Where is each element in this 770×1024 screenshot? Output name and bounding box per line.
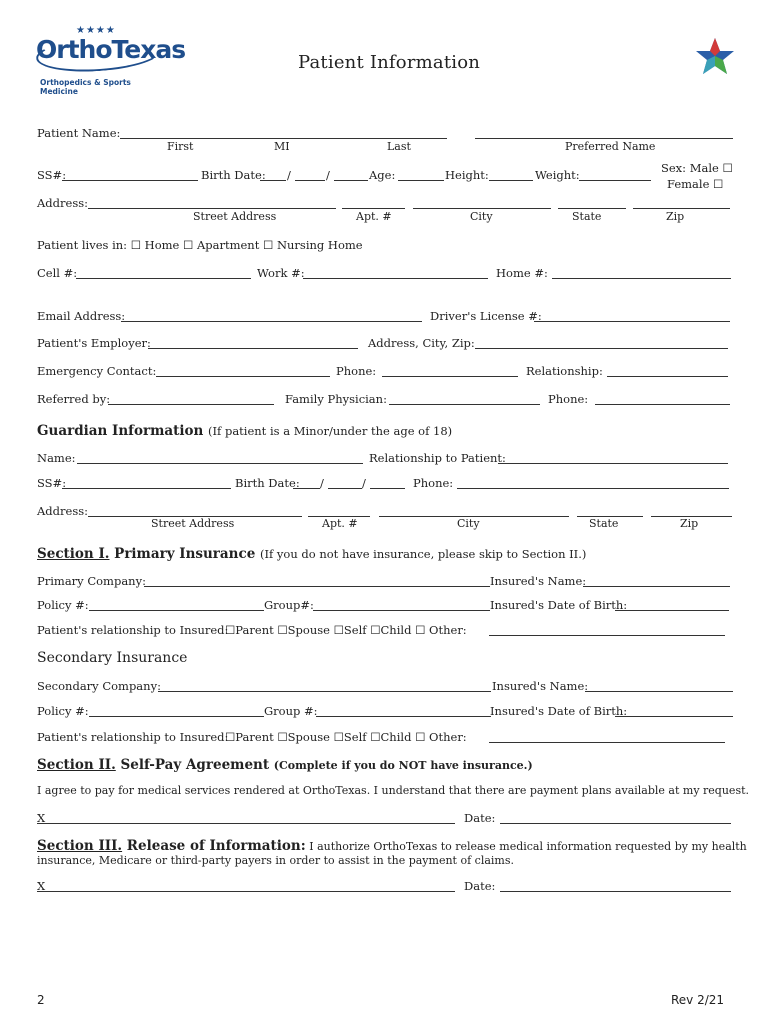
birth-day-line[interactable]	[295, 180, 325, 181]
secondary-relationship-label: Patient's relationship to Insured:	[37, 730, 229, 744]
guardian-phone-line[interactable]	[457, 488, 729, 489]
logo-subtitle: Orthopedics & Sports Medicine	[40, 78, 131, 96]
release-signature-line[interactable]	[37, 891, 455, 892]
address-label: Address:	[37, 196, 89, 210]
slash-1: /	[287, 168, 291, 182]
primary-insured-name-line[interactable]	[583, 586, 730, 587]
section1-note: (If you do not have insurance, please skip to Section II.)	[259, 547, 587, 561]
section1-title: Primary Insurance	[109, 546, 256, 562]
guardian-note: (If patient is a Minor/under the age of 18)	[208, 424, 453, 438]
height-label: Height:	[445, 168, 489, 182]
email-line[interactable]	[121, 321, 422, 322]
age-line[interactable]	[398, 180, 444, 181]
section1-number: Section I.	[37, 546, 110, 562]
home-label: Home #:	[496, 266, 548, 280]
apt-caption: Apt. #	[356, 210, 392, 223]
ss-label: SS#:	[37, 168, 67, 182]
employer-label: Patient's Employer:	[37, 336, 151, 350]
relationship-line[interactable]	[607, 376, 728, 377]
referred-by-label: Referred by:	[37, 392, 111, 406]
secondary-relationship-options[interactable]: ☐Parent ☐Spouse ☐Self ☐Child ☐ Other:	[225, 730, 467, 744]
apt-line[interactable]	[342, 208, 405, 209]
guardian-relationship-label: Relationship to Patient:	[369, 451, 506, 465]
logo-name: OrthoTexas	[36, 35, 186, 64]
secondary-group-line[interactable]	[316, 716, 491, 717]
guardian-ss-line[interactable]	[62, 488, 231, 489]
secondary-other-line[interactable]	[489, 742, 725, 743]
work-line[interactable]	[303, 278, 488, 279]
city-line[interactable]	[413, 208, 551, 209]
guardian-name-label: Name:	[37, 451, 76, 465]
primary-company-line[interactable]	[144, 586, 490, 587]
secondary-policy-line[interactable]	[89, 716, 264, 717]
primary-policy-line[interactable]	[89, 610, 264, 611]
secondary-heading: Secondary Insurance	[37, 650, 188, 666]
secondary-insured-name-line[interactable]	[585, 691, 733, 692]
preferred-caption: Preferred Name	[565, 140, 656, 153]
height-line[interactable]	[489, 180, 533, 181]
secondary-insured-name-label: Insured's Name:	[492, 679, 589, 693]
sex-female-checkbox[interactable]: Female ☐	[667, 177, 724, 191]
sex-male-checkbox[interactable]: Sex: Male ☐	[661, 161, 733, 175]
relationship-label: Relationship:	[526, 364, 603, 378]
guardian-birth-year-line[interactable]	[370, 488, 405, 489]
street-caption: Street Address	[193, 210, 277, 223]
referred-by-line[interactable]	[108, 404, 274, 405]
self-pay-agreement-text: I agree to pay for medical services rendered at OrthoTexas. I understand that there are payment plans available at my request.	[37, 784, 750, 797]
secondary-group-label: Group #:	[264, 704, 318, 718]
primary-other-line[interactable]	[489, 635, 725, 636]
birth-month-line[interactable]	[260, 180, 286, 181]
weight-line[interactable]	[579, 180, 651, 181]
last-caption: Last	[387, 140, 411, 153]
guardian-zip-caption: Zip	[680, 517, 699, 530]
guardian-birth-month-line[interactable]	[293, 488, 320, 489]
guardian-slash-1: /	[320, 476, 324, 490]
primary-insured-dob-label: Insured's Date of Birth:	[490, 598, 628, 612]
preferred-name-line[interactable]	[475, 138, 733, 139]
secondary-company-label: Secondary Company:	[37, 679, 161, 693]
drivers-license-line[interactable]	[534, 321, 730, 322]
logo-stars: ★★★★	[76, 25, 116, 36]
primary-group-line[interactable]	[313, 610, 490, 611]
weight-label: Weight:	[535, 168, 580, 182]
employer-address-label: Address, City, Zip:	[368, 336, 475, 350]
page-title: Patient Information	[298, 52, 481, 73]
emergency-phone-line[interactable]	[382, 376, 518, 377]
email-label: Email Address:	[37, 309, 126, 323]
section3-title: Release of Information:	[122, 838, 306, 854]
section2-number: Section II.	[37, 757, 116, 773]
guardian-heading-text: Guardian Information	[37, 423, 204, 439]
employer-line[interactable]	[148, 348, 358, 349]
physician-phone-label: Phone:	[548, 392, 589, 406]
self-pay-signature-line[interactable]	[37, 823, 455, 824]
ss-line[interactable]	[62, 180, 198, 181]
section2-note: (Complete if you do NOT have insurance.)	[273, 759, 533, 772]
primary-relationship-options[interactable]: ☐Parent ☐Spouse ☐Self ☐Child ☐ Other:	[225, 623, 467, 637]
physician-phone-line[interactable]	[595, 404, 730, 405]
self-pay-date-line[interactable]	[500, 823, 731, 824]
release-date-line[interactable]	[500, 891, 731, 892]
guardian-name-line[interactable]	[77, 463, 363, 464]
primary-policy-label: Policy #:	[37, 598, 89, 612]
cell-line[interactable]	[76, 278, 251, 279]
logo	[36, 25, 186, 96]
secondary-insured-dob-label: Insured's Date of Birth:	[490, 704, 628, 718]
guardian-address-label: Address:	[37, 504, 89, 518]
slash-2: /	[326, 168, 330, 182]
secondary-insured-dob-line[interactable]	[615, 716, 733, 717]
first-caption: First	[167, 140, 194, 153]
zip-caption: Zip	[666, 210, 685, 223]
family-physician-line[interactable]	[389, 404, 540, 405]
home-line[interactable]	[552, 278, 731, 279]
page-number: 2	[37, 993, 45, 1007]
guardian-state-caption: State	[589, 517, 619, 530]
work-label: Work #:	[257, 266, 305, 280]
section3-text-line2: insurance, Medicare or third-party payers in order to assist in the payment of claims.	[37, 854, 514, 867]
drivers-license-label: Driver's License #:	[430, 309, 542, 323]
self-pay-x: X	[37, 811, 46, 825]
revision: Rev 2/21	[671, 993, 725, 1007]
patient-name-line[interactable]	[120, 138, 447, 139]
star-logo-icon	[693, 36, 737, 78]
release-date-label: Date:	[464, 879, 496, 893]
mi-caption: MI	[274, 140, 290, 153]
secondary-policy-label: Policy #:	[37, 704, 89, 718]
primary-group-label: Group#:	[264, 598, 314, 612]
birth-year-line[interactable]	[334, 180, 368, 181]
guardian-city-caption: City	[457, 517, 480, 530]
secondary-company-line[interactable]	[158, 691, 491, 692]
guardian-slash-2: /	[362, 476, 366, 490]
primary-insured-name-label: Insured's Name:	[490, 574, 587, 588]
zip-line[interactable]	[633, 208, 730, 209]
patient-name-label: Patient Name:	[37, 126, 121, 140]
section3-text-line1: I authorize OrthoTexas to release medical information requested by my health	[305, 840, 747, 853]
section1-heading	[37, 546, 586, 562]
guardian-phone-label: Phone:	[413, 476, 454, 490]
self-pay-date-label: Date:	[464, 811, 496, 825]
street-line[interactable]	[88, 208, 336, 209]
city-caption: City	[470, 210, 493, 223]
guardian-ss-label: SS#:	[37, 476, 67, 490]
family-physician-label: Family Physician:	[285, 392, 387, 406]
release-x: X	[37, 879, 46, 893]
section3-heading	[37, 838, 747, 854]
section2-title: Self-Pay Agreement	[115, 757, 270, 773]
cell-label: Cell #:	[37, 266, 78, 280]
section3-number: Section III.	[37, 838, 123, 854]
age-label: Age:	[369, 168, 396, 182]
state-line[interactable]	[558, 208, 626, 209]
primary-company-label: Primary Company:	[37, 574, 146, 588]
guardian-birth-day-line[interactable]	[328, 488, 362, 489]
emergency-phone-label: Phone:	[336, 364, 377, 378]
birth-date-label: Birth Date:	[201, 168, 266, 182]
primary-insured-dob-line[interactable]	[615, 610, 729, 611]
emergency-contact-line[interactable]	[156, 376, 330, 377]
guardian-birth-label: Birth Date:	[235, 476, 300, 490]
guardian-street-caption: Street Address	[151, 517, 235, 530]
emergency-contact-label: Emergency Contact:	[37, 364, 157, 378]
lives-in-options[interactable]: Patient lives in: ☐ Home ☐ Apartment ☐ Nursing Home	[37, 238, 363, 252]
state-caption: State	[572, 210, 602, 223]
guardian-heading	[37, 423, 452, 439]
primary-relationship-label: Patient's relationship to Insured:	[37, 623, 229, 637]
guardian-apt-caption: Apt. #	[322, 517, 358, 530]
employer-address-line[interactable]	[475, 348, 728, 349]
guardian-relationship-line[interactable]	[498, 463, 728, 464]
section2-heading	[37, 757, 533, 773]
